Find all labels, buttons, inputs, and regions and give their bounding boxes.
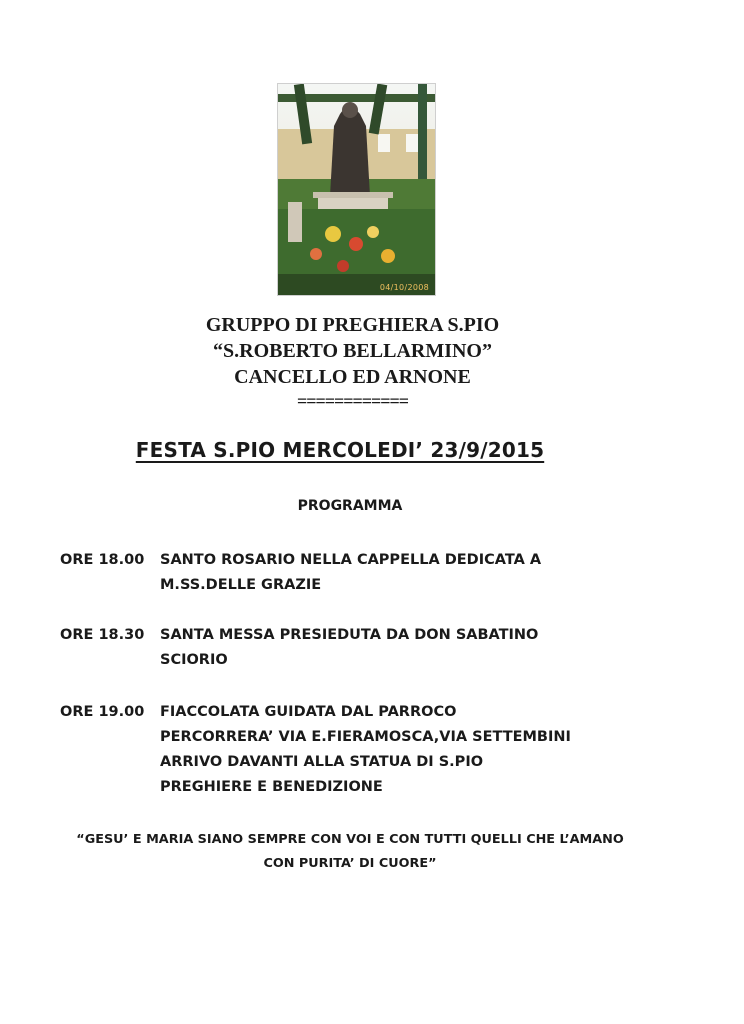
- quote-line-1: “GESU’ E MARIA SIANO SEMPRE CON VOI E CON TUTTI QUELLI CHE L’AMANO: [76, 832, 624, 847]
- header-separator: ============: [296, 391, 409, 411]
- schedule-text: ARRIVO DAVANTI ALLA STATUA DI S.PIO: [160, 754, 484, 770]
- schedule-text: SANTA MESSA PRESIEDUTA DA DON SABATINO: [160, 627, 539, 643]
- schedule-time: ORE 18.30: [60, 627, 145, 643]
- header-line-1: GRUPPO DI PREGHIERA S.PIO: [205, 314, 500, 336]
- quote-line-2: CON PURITA’ DI CUORE”: [263, 856, 437, 871]
- schedule-text: M.SS.DELLE GRAZIE: [160, 577, 322, 593]
- schedule-text: FIACCOLATA GUIDATA DAL PARROCO: [160, 704, 457, 720]
- schedule-time: ORE 19.00: [60, 704, 145, 720]
- header-line-2: “S.ROBERTO BELLARMINO”: [213, 340, 492, 362]
- closing-quote: [30, 828, 670, 876]
- statue-photo-illustration: [278, 84, 435, 295]
- statue-photo: [277, 83, 436, 296]
- schedule-text: SCIORIO: [160, 652, 228, 668]
- schedule-text: SANTO ROSARIO NELLA CAPPELLA DEDICATA A: [160, 552, 542, 568]
- header-line-3: CANCELLO ED ARNONE: [234, 366, 471, 388]
- event-title: FESTA S.PIO MERCOLEDI’ 23/9/2015: [135, 438, 545, 462]
- programma-label: PROGRAMMA: [297, 498, 403, 514]
- group-header: [100, 312, 605, 410]
- schedule-text: PERCORRERA’ VIA E.FIERAMOSCA,VIA SETTEMBINI: [160, 729, 571, 745]
- schedule-time: ORE 18.00: [60, 552, 145, 568]
- schedule-text: PREGHIERE E BENEDIZIONE: [160, 779, 383, 795]
- photo-date-stamp: 04/10/2008: [379, 283, 429, 292]
